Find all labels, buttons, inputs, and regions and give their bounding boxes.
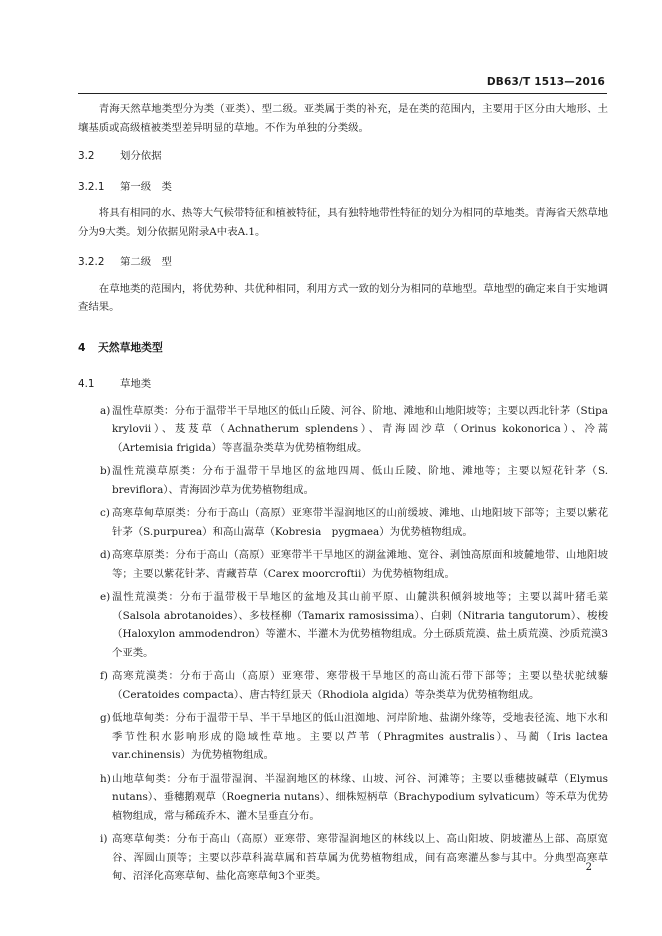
section-4-1-heading bbox=[78, 375, 608, 394]
list-item bbox=[78, 546, 608, 583]
list-item-label: h) bbox=[100, 772, 111, 785]
list-item-text: 温性荒漠草原类：分布于温带干旱地区的盆地四周、低山丘陵、阶地、滩地等；主要以短花针茅（S. breviflora）、青海固沙草为优势植物组成。 bbox=[112, 465, 608, 496]
section-title: 第一级 类 bbox=[120, 180, 172, 193]
list-item-text: 高寒草原类：分布于高山（高原）亚寒带半干旱地区的湖盆滩地、宽谷、剥蚀高原面和坡麓地带、山地阳坡等；主要以紫花针茅、青藏苔草（Carex moorcroftii）为优势植物组成。 bbox=[112, 549, 608, 580]
section-title: 第二级 型 bbox=[120, 256, 172, 268]
list-item-text: 温性荒漠类：分布于温带极干旱地区的盆地及其山前平原、山麓洪积倾斜坡地等；主要以蒿叶猪毛菜（Salsola abrotanoides）、多枝柽柳（Tamarix ramosissima）、白刺（Nitraria tangutorum）、梭梭（Haloxylon ammodendron）等灌木、半灌木为优势植物组成。分土砾质荒漠、盐土质荒漠、沙质荒漠3个亚类。 bbox=[112, 591, 608, 659]
list-item bbox=[78, 588, 608, 662]
section-3-2-1-text: 将具有相同的水、热等大气候带特征和植被特征，具有独特地带性特征的划分为相同的草地类。青海省天然草地分为9大类。划分依据见附录A中表A.1。 bbox=[78, 207, 608, 238]
list-item-label: g) bbox=[100, 712, 111, 724]
list-item-label: i) bbox=[100, 833, 108, 845]
section-title: 草地类 bbox=[120, 378, 152, 390]
list-item-text: 低地草甸类：分布于温带干旱、半干旱地区的低山沮洳地、河岸阶地、盐湖外缘等，受地表径流、地下水和季节性积水影响形成的隐域性草地。主要以芦苇（Phragmites australis）、马蔺（Iris lactea var.chinensis）为优势植物组成。 bbox=[112, 712, 608, 761]
list-item bbox=[78, 462, 608, 499]
section-3-2-heading bbox=[78, 147, 608, 166]
section-number: 3.2 bbox=[78, 150, 95, 162]
section-title: 天然草地类型 bbox=[98, 340, 163, 354]
list-item-text: 山地草甸类：分布于温带湿润、半湿润地区的林缘、山坡、河谷、河滩等；主要以垂穗披碱草（Elymus nutans）、垂穗鹅观草（Roegneria nutans）、细株短柄草（Brachypodium sylvaticum）等禾草为优势植物组成，常与稀疏乔木、灌木呈垂直分布。 bbox=[112, 772, 608, 822]
list-item-label: f) bbox=[100, 670, 108, 682]
section-title: 划分依据 bbox=[120, 150, 162, 162]
list-item bbox=[78, 770, 608, 826]
section-3-2-1-heading bbox=[78, 178, 608, 197]
list-item bbox=[78, 709, 608, 765]
list-item-text: 高寒草甸草原类：分布于高山（高原）亚寒带半湿润地区的山前缓坡、滩地、山地阳坡下部等；主要以紫花针茅（S.purpurea）和高山嵩草（Kobresia pygmaea）为优势植物组成。 bbox=[112, 507, 608, 538]
section-number: 4 bbox=[78, 340, 86, 354]
list-item-label: a) bbox=[100, 404, 111, 417]
section-number: 4.1 bbox=[78, 378, 95, 390]
section-number: 3.2.2 bbox=[78, 256, 105, 268]
standard-code: DB63/T 1513—2016 bbox=[486, 76, 605, 88]
list-item-text: 温性草原类：分布于温带半干旱地区的低山丘陵、河谷、阶地、滩地和山地阳坡等；主要以西北针茅（Stipa krylovii）、芨芨草（Achnatherum splendens）、青海固沙草（Orinus kokonorica）、冷蒿（Artemisia frigida）等喜温杂类草为优势植物组成。 bbox=[112, 404, 608, 454]
list-item-label: e) bbox=[100, 591, 111, 603]
list-item-label: b) bbox=[100, 465, 111, 477]
intro-paragraph: 青海天然草地类型分为类（亚类）、型二级。亚类属于类的补充，是在类的范围内，主要用于区分由大地形、土壤基质或高级植被类型差异明显的草地。不作为单独的分类级。 bbox=[78, 103, 608, 134]
grassland-type-list bbox=[78, 402, 608, 886]
page-content bbox=[78, 100, 608, 891]
list-item-label: d) bbox=[100, 549, 111, 561]
list-item bbox=[78, 830, 608, 886]
section-3-2-2-text: 在草地类的范围内，将优势种、共优种相同，利用方式一致的划分为相同的草地型。草地型的确定来自于实地调查结果。 bbox=[78, 282, 608, 313]
list-item bbox=[78, 667, 608, 704]
section-3-2-2-heading bbox=[78, 253, 608, 272]
list-item bbox=[78, 504, 608, 541]
list-item bbox=[78, 402, 608, 458]
page-number: 2 bbox=[585, 862, 592, 873]
section-number: 3.2.1 bbox=[78, 180, 105, 193]
list-item-text: 高寒荒漠类：分布于高山（高原）亚寒带、寒带极干旱地区的高山流石带下部等；主要以垫状驼绒藜（Ceratoides compacta）、唐古特红景天（Rhodiola algida）等杂类草为优势植物组成。 bbox=[112, 670, 608, 701]
list-item-text: 高寒草甸类：分布于高山（高原）亚寒带、寒带湿润地区的林线以上、高山阳坡、阴坡灌丛上部、高原宽谷、浑圆山顶等；主要以莎草科嵩草属和苔草属为优势植物组成，间有高寒灌丛参与其中。分典型高寒草甸、沼泽化高寒草甸、盐化高寒草甸3个亚类。 bbox=[112, 833, 608, 882]
header-divider bbox=[78, 93, 607, 94]
list-item-label: c) bbox=[100, 507, 110, 519]
section-4-heading bbox=[78, 339, 608, 358]
